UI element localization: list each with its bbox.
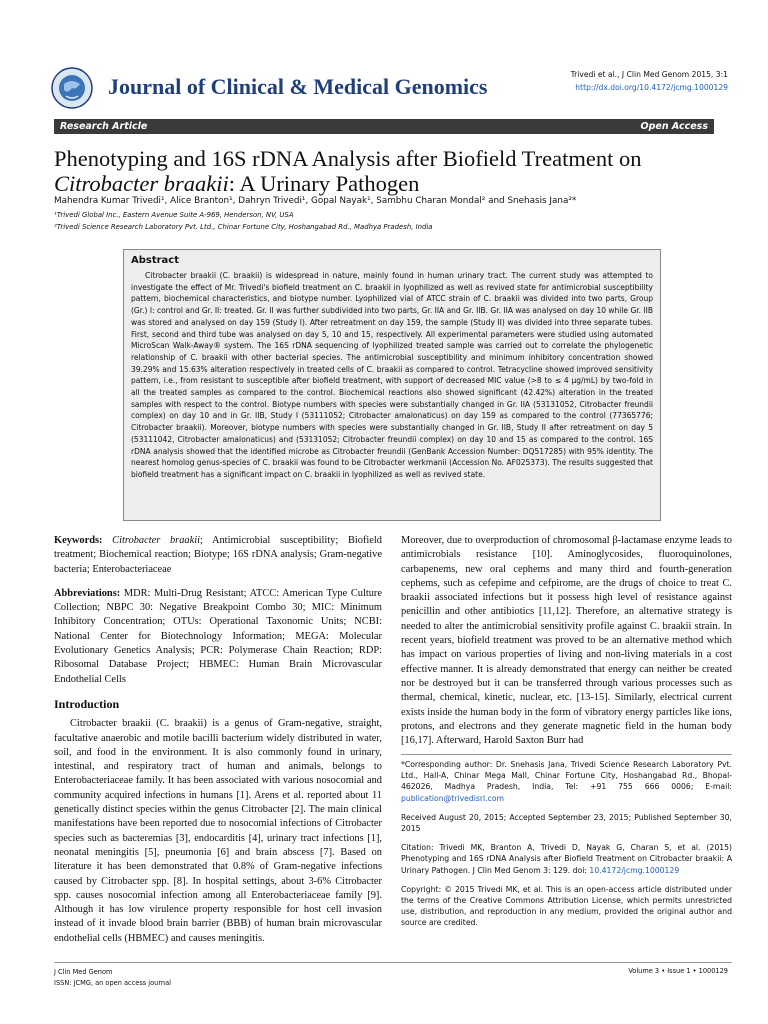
citation-line: Trivedi et al., J Clin Med Genom 2015, 3:1 [570,70,728,79]
article-title: Phenotyping and 16S rDNA Analysis after Biofield Treatment on Citrobacter braakii: A Urinary Pathogen [54,146,642,196]
journal-title: Journal of Clinical & Medical Genomics [108,74,488,99]
footer-journal-abbrev: J Clin Med Genom [54,968,113,976]
abstract-heading: Abstract [131,255,180,266]
affiliation-1: ¹Trivedi Global Inc., Eastern Avenue Suite A-969, Henderson, NV, USA [54,211,294,219]
article-type-label: Research Article [60,121,148,132]
left-column [54,534,382,956]
abstract-box [123,249,661,521]
footer-issn: ISSN: JCMG, an open access journal [54,979,171,987]
abstract-text: Citrobacter braakii (C. braakii) is widespread in nature, mainly found in human urinary tract. The current study was attempted to investigate the effect of Mr. Trivedi's biofield treatment on C. braakii in lyophilized as well as revived state for antimicrobial susceptibility pattern, biochemical characteristics, and biotype number. Lyophilized vial of ATCC strain of C. braakii was divided into two parts, Group (Gr.) I: control and Gr. II: treated. Gr. II was further subdivided into two parts, Gr. IIA and Gr. IIB. Gr. IIA was analysed on day 10 while Gr. IIB was stored and analysed on day 159 (Study I). After retreatment on day 159, the sample (Study II) was divided into three separate tubes. First, second and third tube was analysed on day 5, 10 and 15, respectively. All experimental parameters were studied using automated MicroScan Walk-Away® system. The 16S rDNA sequencing of lyophilized treated sample was carried out to correlate the phylogenetic relationship of C. braakii with other bacterial species. The antimicrobial susceptibility and minimum inhibitory concentration showed 39.29% and 15.63% alteration respectively in treated cells of C. braakii as compared to control. Tetracycline showed improved sensitivity pattern, i.e., from resistant to susceptible after biofield treatment, with support of decreased MIC value (>8 to ≤ 4 µg/mL) by two-fold in all the treated samples as compared to the control. Biochemical reactions also showed significant (42.42%) alteration in the treated samples with respect to the control. Biotype numbers with species were substantially changed in Gr. IIA (53131052, Citrobacter freundii complex) on day 10 and in Gr. IIB, Study I (53111052; Citrobacter amalonaticus) on day 159 as compared to the control (77365776; Citrobacter braakii). Moreover, biotype numbers with species were substantially changed in Gr. IIB, Study II after retreatment on day 5 (53111042, Citrobacter amalonaticus) and (53131052; Citrobacter freundii complex) on day 10 and 15 as compared to the control. 16S rDNA analysis showed that the identified microbe as Citrobacter freundii (GenBank Accession Number: DQ517285) with 95% identity. The nearest homolog genus-species of C. braakii was found to be Citrobacter werkmanii (Accession No. AF025373). The results suggested that biofield treatment has a significant impact on C. braakii in lyophilized as well as revived state. [131,271,653,479]
citation-block: Citation: Trivedi MK, Branton A, Trivedi D, Nayak G, Charan S, et al. (2015) Phenotyping and 16S rDNA Analysis after Biofield Treatment on Citrobacter braakii: A Urinary Pathogen. J Clin Med Genom 3: 129. doi: 10.4172/jcmg.1000129 [401,843,732,875]
footer-volume: Volume 3 • Issue 1 • 1000129 [628,967,728,975]
journal-logo-icon [50,66,94,110]
citation-top [571,68,728,94]
footer-divider [54,962,732,963]
received-dates: Received August 20, 2015; Accepted September 23, 2015; Published September 30, 2015 [401,812,732,834]
author-list: Mahendra Kumar Trivedi¹, Alice Branton¹, Dahryn Trivedi¹, Gopal Nayak¹, Sambhu Charan Mondal² and Snehasis Jana²* [54,196,577,206]
citation-doi-link[interactable]: 10.4172/jcmg.1000129 [589,865,680,875]
article-type-banner [54,119,714,134]
affiliation-2: ²Trivedi Science Research Laboratory Pvt. Ltd., Chinar Fortune City, Hoshangabad Rd., Madhya Pradesh, India [54,223,433,231]
corresponding-author: *Corresponding author: Dr. Snehasis Jana, Trivedi Science Research Laboratory Pvt. Ltd., Hall-A, Chinar Mega Mall, Chinar Fortune City, Hoshangabad Rd., Bhopal- 462026, Madhya Pradesh, India, Tel: +91 755 666 0006; E-mail: publication@trivedisrl.com [401,760,732,803]
footer-left [54,967,171,989]
right-column [401,534,732,758]
email-link[interactable]: publication@trivedisrl.com [401,793,505,803]
introduction-heading: Introduction [54,696,120,711]
keywords-paragraph: Keywords: Citrobacter braakii; Antimicrobial susceptibility; Biofield treatment; Biochemical reaction; Biotype; 16S rDNA analysis; Gram-negative bacteria; Enterobacteriaceae [54,535,382,575]
correspondence-block [401,754,732,937]
right-column-text: Moreover, due to overproduction of chromosomal β-lactamase enzyme leads to antimicrobials resistance [10]. Aminoglycosides, fluoroquinolones, carbapenems, new oral cephems and many third and fourth-generation cephems, such as cefepime and cefpirome, are the drugs of choice to treat C. braakii associated infections but it possess high level of resistance against penicillin and other antibiotics [11,12]. Therefore, an alternative strategy is needed to alter the antimicrobial sensitivity profile against C. braakii strain. In recent years, biofield treatment was proved to be an alternative method which has impact on various properties of living and non-living materials in a cost effective manner. It is already demonstrated that energy can neither be created nor be destroyed but it can be transferred through various processes such as thermal, chemical, kinetic, nuclear, etc. [13-15]. Similarly, electrical current exists inside the human body in the form of vibratory energy particles like ions, protons, and electrons and they generate magnetic field in the human body [16,17]. Afterward, Harold Saxton Burr had [401,535,732,747]
open-access-label: Open Access [640,121,708,132]
abbreviations-paragraph: Abbreviations: MDR: Multi-Drug Resistant; ATCC: American Type Culture Collection; NBPC 30: Negative Breakpoint Combo 30; MIC: Minimum Inhibitory Concentration; OTUs: Operational Taxonomic Units; NCBI: National Center for Biotechnology Information; MEGA: Molecular Evolutionary Genetics Analysis; PCR: Polymerase Chain Reaction; RDP: Ribosomal Database Project; HBMEC: Human Brain Microvascular Endothelial Cells [54,587,382,685]
introduction-text: Citrobacter braakii (C. braakii) is a genus of Gram-negative, straight, facultative anaerobic and motile bacilli bacterium widely distributed in water, soil, and food in the environment. It is also commonly found in urinary, intestinal, and respiratory tract of human and animals, belongs to Enterobacteriaceae family. It has been associated with various nosocomial and community acquired infections in humans [1]. Arens et al. reported about 11 genetically distinct species within the genus Citrobacter [2]. The main clinical manifestations have been reported due to nosocomial infections of Citrobacter species such as bacteremias [3], endocarditis [4], urinary tract infections [1], neonatal meningitis [5], pneumonia [6] and brain abscess [7]. Based on literature it has been demonstrated that 0.8% of Gram-negative infections caused by Citrobacter spp. [8]. In hospital settings, about 3-6% Citrobacter spp. causes nosocomial infection among all Enterobacteriaceae family [9]. Although it has low virulence property responsible for host cell invasion instead of it invade blood brain barrier (BBB) of human brain microvascular endothelial cells (HBMEC) and causes meningitis. [54,718,382,944]
copyright-notice: Copyright: © 2015 Trivedi MK, et al. This is an open-access article distributed under the terms of the Creative Commons Attribution License, which permits unrestricted use, distribution, and reproduction in any medium, provided the original author and source are credited. [401,884,732,928]
doi-link[interactable]: http://dx.doi.org/10.4172/jcmg.1000129 [575,83,728,92]
